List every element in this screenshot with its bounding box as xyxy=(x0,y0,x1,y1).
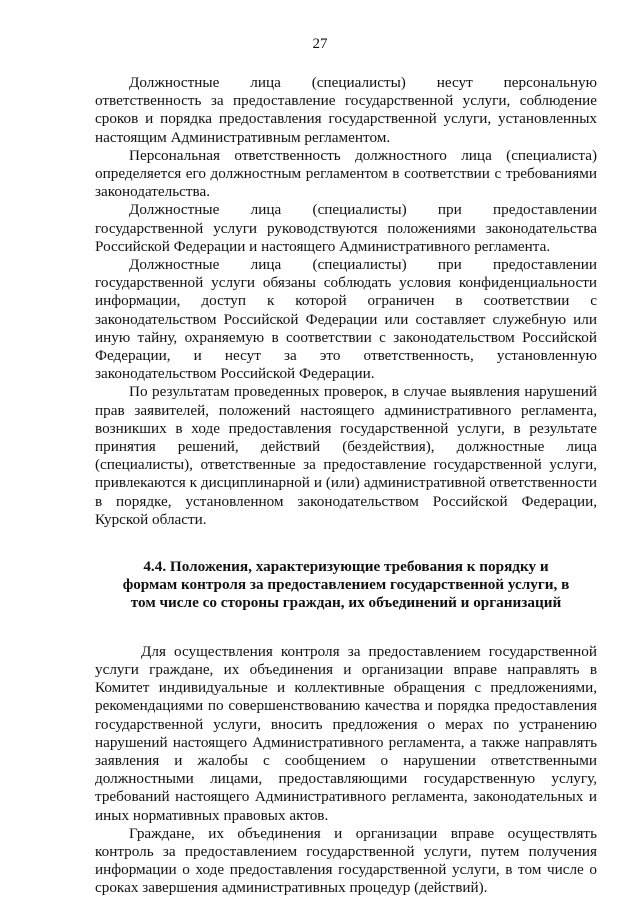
paragraph-legislation-guidance: Должностные лица (специалисты) при предоставлении государственной услуги руководствуются положениями законодательства Российской Федерации и настоящего Административного регламента. xyxy=(95,201,597,255)
paragraph-inspection-results: По результатам проведенных проверок, в случае выявления нарушений прав заявителей, положений настоящего административного регламента, возникших в ходе предоставления государственной услуги, в результате принятия решений, действий (бездействия), должностные лица (специалисты), ответственные за предоставление государственной услуги, привлекаются к дисциплинарной и (или) административной ответственности в порядке, установленном законодательством Российской Федерации, Курской области. xyxy=(95,383,597,528)
document-body xyxy=(95,74,597,898)
section-heading: 4.4. Положения, характеризующие требования к порядку и формам контроля за предоставлением государственной услуги, в том числе со стороны граждан, их объединений и организаций xyxy=(122,558,570,612)
paragraph-information-access: Граждане, их объединения и организации вправе осуществлять контроль за предоставлением государственной услуги, путем получения информации о ходе предоставления государственной услуги, в том числе о сроках завершения административных процедур (действий). xyxy=(95,824,597,897)
paragraph-responsibility-definition: Персональная ответственность должностного лица (специалиста) определяется его должностным регламентом в соответствии с требованиями законодательства. xyxy=(95,146,597,201)
paragraph-personal-responsibility: Должностные лица (специалисты) несут персональную ответственность за предоставление государственной услуги, соблюдение сроков и порядка предоставления государственной услуги, установленных настоящим Административным регламентом. xyxy=(95,74,597,146)
paragraph-confidentiality: Должностные лица (специалисты) при предоставлении государственной услуги обязаны соблюдать условия конфиденциальности информации, доступ к которой ограничен в соответствии с законодательством Российской Федерации или составляет служебную или иную тайну, охраняемую в соответствии с законодательством Российской Федерации, и несут за это ответственность, установленную законодательством Российской Федерации. xyxy=(95,256,597,383)
page-number: 27 xyxy=(312,36,328,52)
paragraph-citizen-control: Для осуществления контроля за предоставлением государственной услуги граждане, их объединения и организации вправе направлять в Комитет индивидуальные и коллективные обращения с предложениями, рекомендациями по совершенствованию качества и порядка предоставления государственной услуги, вносить предложения о мерах по устранению нарушений настоящего Административного регламента, а также направлять заявления и жалобы с сообщением о нарушении ответственными должностными лицами, предоставляющими государственную услугу, требований настоящего Административного регламента, законодательных и иных нормативных правовых актов. xyxy=(95,642,597,824)
